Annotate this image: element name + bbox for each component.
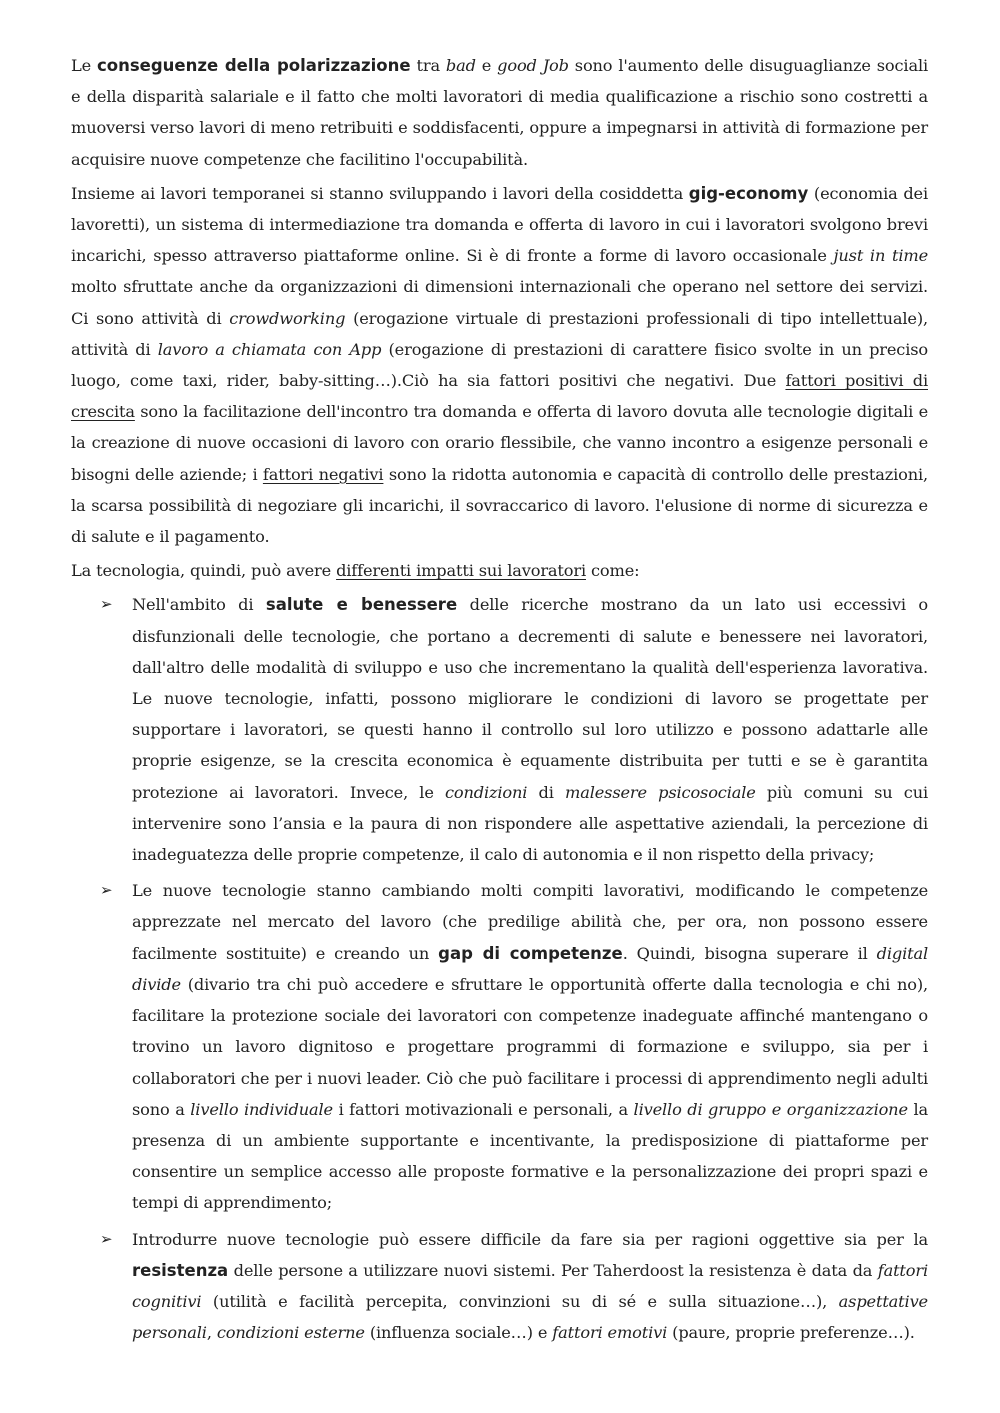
text: sono l'aumento delle disuguaglianze sociali e della disparità salariale e il fatto che molti lavoratori di media qualificazione a rischio sono costretti a muoversi verso lavori di meno retribuiti e soddisfacenti, oppure a impegnarsi in attività di formazione per acquisire nuove competenze che facilitino l'occupabilità. bbox=[71, 56, 928, 169]
list-item-resistenza bbox=[100, 1224, 928, 1349]
list-item-competenze bbox=[100, 875, 929, 1218]
text: (paure, proprie preferenze…). bbox=[667, 1323, 915, 1343]
text: La tecnologia, quindi, può avere bbox=[71, 561, 337, 581]
italic-term: fattori emotivi bbox=[552, 1323, 668, 1343]
text: come: bbox=[586, 561, 640, 581]
bold-term: gap di competenze bbox=[438, 943, 623, 963]
text: Nell'ambito di bbox=[132, 595, 266, 615]
bold-term: gig-economy bbox=[688, 183, 809, 203]
text: sono la ridotta autonomia e capacità di controllo delle prestazioni, la scarsa possibilità di negoziare gli incarichi, il sovraccarico di lavoro. l'elusione di norme di sicurezza e di salute e il pagamento. bbox=[71, 464, 928, 547]
underlined-term: fattori positivi di crescita bbox=[71, 371, 928, 422]
italic-term: livello di gruppo e organizzazione bbox=[633, 1099, 908, 1119]
italic-term: crowdworking bbox=[229, 308, 346, 328]
bold-term: resistenza bbox=[132, 1260, 229, 1280]
text: più comuni su cui intervenire sono l’ansia e la paura di non rispondere alle aspettative aziendali, la percezione di inadeguatezza delle proprie competenze, il calo di autonomia e il non rispetto della privacy; bbox=[132, 782, 929, 865]
text: (economia dei lavoretti), un sistema di intermediazione tra domanda e offerta di lavoro in cui i lavoratori svolgono brevi incarichi, spesso attraverso piattaforme online. Si è di fronte a forme di lavoro occasionale bbox=[71, 183, 928, 266]
text: i fattori motivazionali e personali, a bbox=[333, 1099, 634, 1119]
text: Insieme ai lavori temporanei si stanno sviluppando i lavori della cosiddetta bbox=[71, 183, 689, 203]
paragraph-gig-economy bbox=[71, 178, 928, 552]
italic-term: lavoro a chiamata con App bbox=[157, 339, 382, 359]
document-page bbox=[71, 50, 928, 1353]
list-item-salute bbox=[100, 589, 929, 870]
text: (influenza sociale…) e bbox=[364, 1323, 553, 1343]
text: . Quindi, bisogna superare il bbox=[622, 943, 877, 963]
text: sono la facilitazione dell'incontro tra domanda e offerta di lavoro dovuta alle tecnologie digitali e la creazione di nuove occasioni di lavoro con orario flessibile, che vanno incontro a esigenze personali e bisogni delle aziende; i bbox=[71, 402, 928, 484]
bold-term: salute e benessere bbox=[265, 595, 458, 615]
text: Le nuove tecnologie stanno cambiando molti compiti lavorativi, modificando le competenze apprezzate nel mercato del lavoro (che predilige abilità che, per ora, non possono essere facilmente sostituite) e creando un bbox=[132, 881, 928, 963]
text: Introdurre nuove tecnologie può essere difficile da fare sia per ragioni oggettive sia per la bbox=[132, 1229, 928, 1249]
text: (divario tra chi può accedere e sfruttare le opportunità offerte dalla tecnologia e chi no), facilitare la protezione sociale dei lavoratori con competenze inadeguate affinché mantengano o trovino un lavoro dignitoso e progettare programmi di formazione e sviluppo, sia per i collaboratori che per i nuovi leader. Ciò che può facilitare i processi di apprendimento negli adulti sono a bbox=[132, 974, 928, 1119]
italic-term: good Job bbox=[497, 56, 569, 75]
italic-term: aspettative personali bbox=[132, 1291, 928, 1343]
bullet-list bbox=[71, 589, 928, 1348]
underlined-term: differenti impatti sui lavoratori bbox=[336, 561, 586, 581]
italic-term: just in time bbox=[833, 246, 928, 266]
bold-term: conseguenze della polarizzazione bbox=[96, 56, 411, 75]
italic-term: digital divide bbox=[132, 943, 928, 994]
text: delle ricerche mostrano da un lato usi eccessivi o disfunzionali delle tecnologie, che portano a decrementi di salute e benessere nei lavoratori, dall'altro delle modalità di sviluppo e uso che incrementano la qualità dell'esperienza lavorativa. Le nuove tecnologie, infatti, possono migliorare le condizioni di lavoro se progettate per supportare i lavoratori, se questi hanno il controllo sul loro utilizzo e possono adattarle alle proprie esigenze, se la crescita economica è equamente distribuita per tutti e se è garantita protezione ai lavoratori. Invece, le bbox=[132, 595, 928, 802]
italic-term: bad bbox=[445, 56, 476, 75]
text: (erogazione virtuale di prestazioni professionali di tipo intellettuale), attività di bbox=[71, 308, 929, 359]
italic-term: malessere psicosociale bbox=[565, 782, 756, 802]
italic-term: condizioni bbox=[444, 782, 528, 802]
italic-term: livello individuale bbox=[190, 1099, 333, 1119]
underlined-term: fattori negativi bbox=[262, 464, 384, 484]
text: molto sfruttate anche da organizzazioni di dimensioni internazionali che operano nel settore dei servizi. Ci sono attività di bbox=[71, 277, 928, 328]
arrow-bullet-icon: ➢ bbox=[100, 881, 113, 900]
text: (erogazione di prestazioni di carattere fisico svolte in un preciso luogo, come taxi, rider, baby-sitting…).Ciò ha sia fattori positivi che negativi. Due bbox=[71, 339, 928, 391]
arrow-bullet-icon: ➢ bbox=[100, 595, 113, 614]
italic-term: condizioni esterne bbox=[216, 1323, 365, 1343]
paragraph-impatti bbox=[71, 555, 928, 586]
text: delle persone a utilizzare nuovi sistemi. Per Taherdoost la resistenza è data da bbox=[228, 1260, 878, 1280]
text: , bbox=[206, 1323, 217, 1343]
text: di bbox=[527, 782, 565, 802]
text: (utilità e facilità percepita, convinzioni su di sé e sulla situazione…), bbox=[201, 1291, 839, 1311]
arrow-bullet-icon: ➢ bbox=[100, 1229, 113, 1248]
paragraph-polarizzazione bbox=[71, 50, 928, 175]
text: la presenza di un ambiente supportante e incentivante, la predisposizione di piattaforme per consentire un semplice accesso alle proposte formative e la personalizzazione dei propri spazi e tempi di apprendimento; bbox=[132, 1099, 929, 1213]
text: e bbox=[475, 56, 498, 75]
text: tra bbox=[410, 56, 446, 75]
text: Le bbox=[71, 56, 97, 75]
italic-term: fattori cognitivi bbox=[132, 1260, 928, 1311]
